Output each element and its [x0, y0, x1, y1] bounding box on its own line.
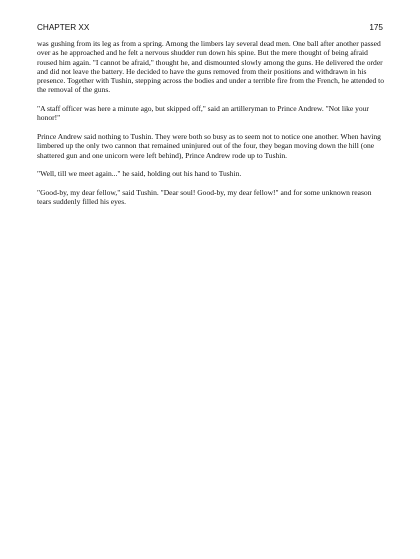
paragraph: "Good-by, my dear fellow," said Tushin. "Dear soul! Good-by, my dear fellow!" and for some unknown reason tears suddenly filled his eyes.	[37, 187, 372, 207]
body-text	[37, 39, 385, 216]
page-header	[37, 23, 383, 35]
paragraph: was gushing from its leg as from a spring. Among the limbers lay several dead men. One ball after another passed over as he approached and he felt a nervous shudder run down his spine. But the mere thought of being afraid roused him again. "I cannot be afraid," thought he, and dismounted slowly among the guns. He delivered the order and did not leave the battery. He decided to have the guns removed from their positions and withdrawn in his presence. Together with Tushin, stepping across the bodies and under a terrible fire from the French, he attended to the removal of the guns.	[37, 39, 385, 95]
paragraph: "A staff officer was here a minute ago, but skipped off," said an artilleryman to Prince Andrew. "Not like your honor!"	[37, 104, 369, 123]
paragraph: Prince Andrew said nothing to Tushin. They were both so busy as to seem not to notice one another. When having limbered up the only two cannon that remained uninjured out of the four, they began moving down the hill (one shattered gun and one unicorn were left behind), Prince Andrew rode up to Tushin.	[37, 131, 381, 160]
paragraph: "Well, till we meet again..." he said, holding out his hand to Tushin.	[37, 169, 242, 179]
chapter-title: CHAPTER XX	[37, 23, 90, 32]
page-number: 175	[369, 23, 383, 32]
